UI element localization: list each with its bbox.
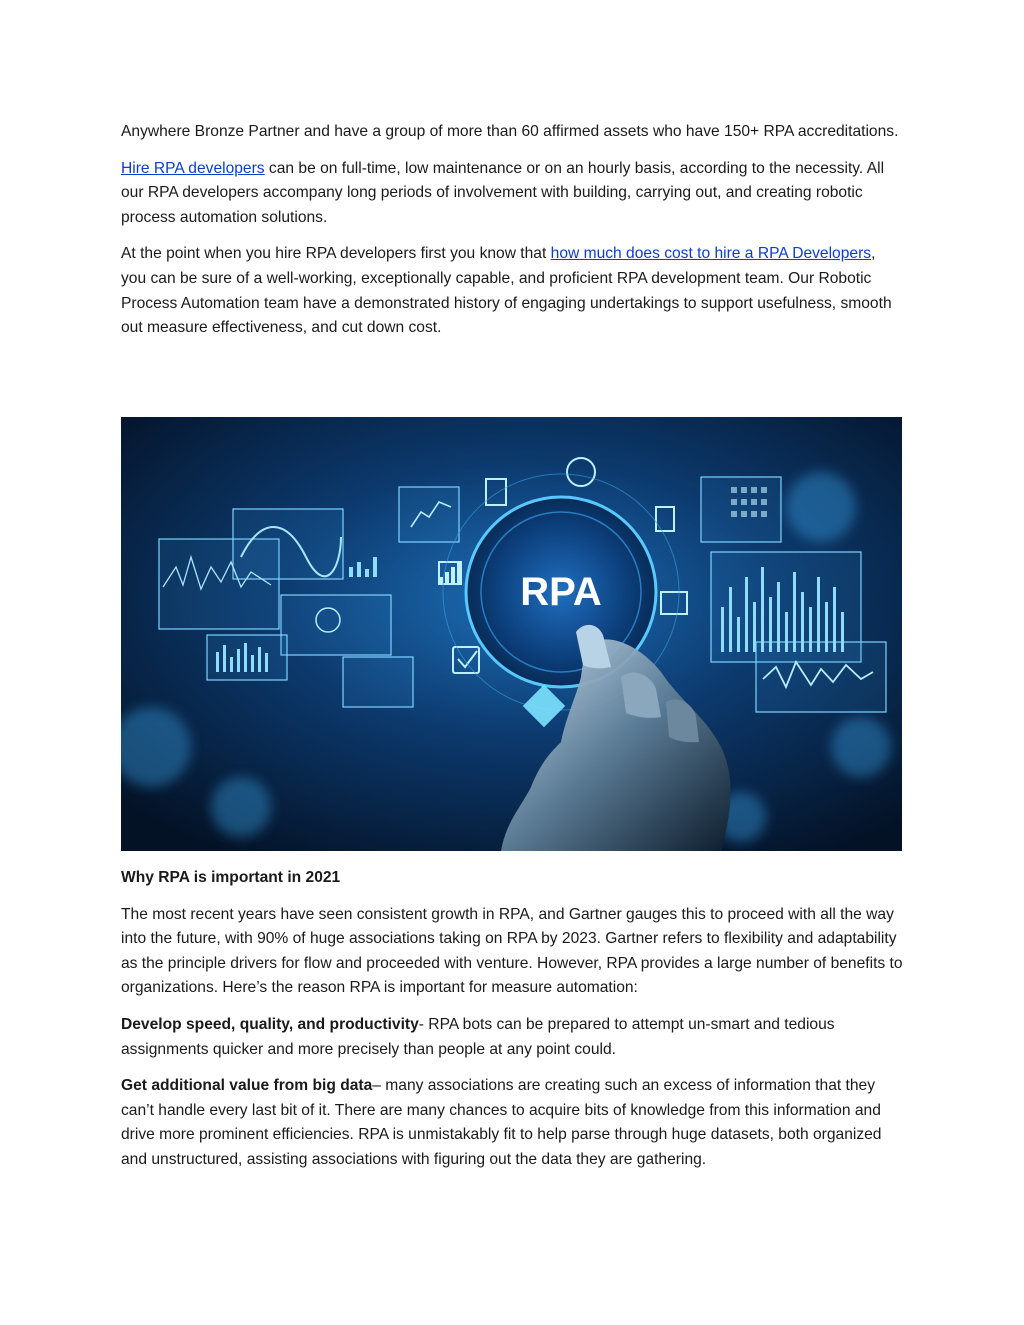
intro-paragraph-2-text: can be on full-time, low maintenance or on an hourly basis, according to the necessity. All our RPA developers accompany long periods of involvement with building, carrying out, and creating robotic process automation solutions. <box>121 159 885 226</box>
speed-quality-heading: Develop speed, quality, and productivity <box>121 1015 419 1033</box>
hire-rpa-developers-link[interactable]: Hire RPA developers <box>121 159 265 177</box>
section-heading: Why RPA is important in 2021 <box>121 869 341 886</box>
intro-paragraph-3 <box>121 242 903 340</box>
why-rpa-section <box>121 866 903 1185</box>
intro-paragraph-3-text: , you can be sure of a well-working, exceptionally capable, and proficient RPA development team. Our Robotic Process Automation team have a demonstrated history of engaging undertakings to support usefulness, smooth out measure effectiveness, and cut down cost. <box>121 245 892 337</box>
section-paragraph-3 <box>121 1074 903 1172</box>
intro-paragraph-2 <box>121 157 903 231</box>
hero-rpa-label: RPA <box>520 570 602 614</box>
big-data-heading: Get additional value from big data <box>121 1077 373 1095</box>
section-paragraph-1: The most recent years have seen consistent growth in RPA, and Gartner gauges this to proceed with all the way into the future, with 90% of huge associations taking on RPA by 2023. Gartner refers to flexibility and adaptability as the principle drivers for flow and proceeded with venture. However, RPA provides a large number of benefits to organizations. Here’s the reason RPA is important for measure automation: <box>121 905 903 997</box>
section-paragraph-3-text: – many associations are creating such an excess of information that they can’t handle every last bit of it. There are many chances to acquire bits of knowledge from this information and drive more prominent efficiencies. RPA is unmistakably fit to help parse through huge datasets, both organized and unstructured, assisting associations with figuring out the data they are gathering. <box>121 1077 882 1168</box>
cost-to-hire-link[interactable]: how much does cost to hire a RPA Developers <box>550 245 872 263</box>
intro-paragraph-1: Anywhere Bronze Partner and have a group of more than 60 affirmed assets who have 150+ RPA accreditations. <box>121 123 899 140</box>
intro-paragraph-3-start: At the point when you hire RPA developers first you know that <box>121 245 551 263</box>
rpa-hero-image <box>121 417 902 851</box>
intro-section <box>121 120 903 341</box>
section-paragraph-2 <box>121 1013 903 1062</box>
section-paragraph-2-text: - RPA bots can be prepared to attempt un-smart and tedious assignments quicker and more precisely than people at any point could. <box>121 1015 835 1058</box>
